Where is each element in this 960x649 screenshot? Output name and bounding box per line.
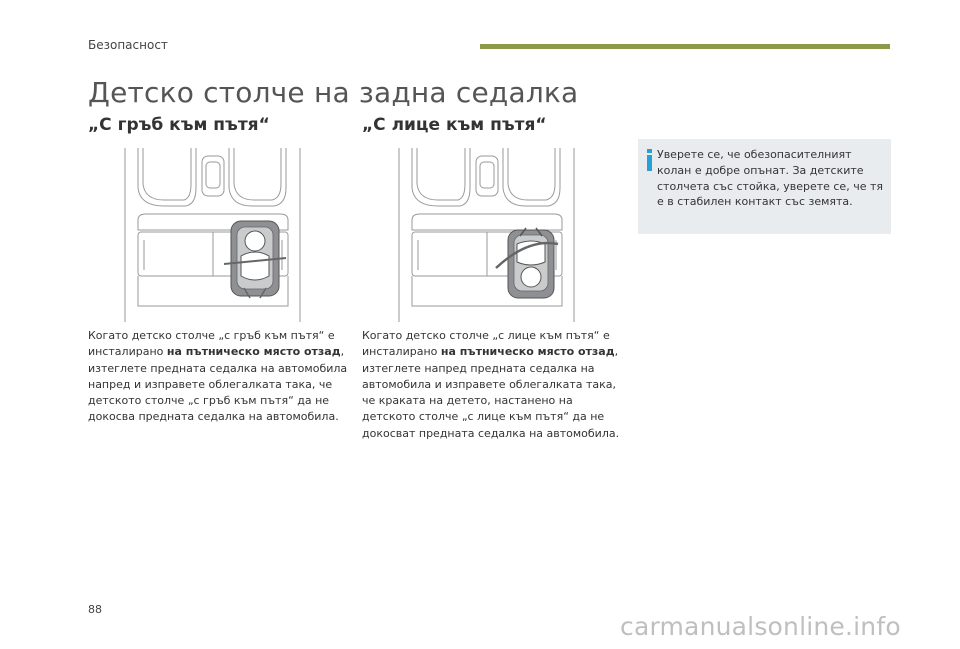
info-text: Уверете се, че обезопасителният колан е добре опънат. За детските столчета със стойка, уверете се, че тя е в стабилен контакт със земята. [657,148,883,209]
forward-facing-heading: „С лице към пътя“ [362,115,547,135]
rear-facing-text: Когато детско столче „с гръб към пътя“ е инсталирано на пътническо място отзад, изтеглете предната седалка на автомобила напред и изправете облегалката така, че детското столче „с гръб към пътя“ да не докосва предната седалка на автомобила. [88,329,348,424]
rear-facing-seat-illustration [124,148,301,322]
page-number: 88 [88,603,102,616]
rear-facing-heading: „С гръб към пътя“ [88,115,270,135]
forward-facing-child-seat [496,228,558,298]
info-icon [646,149,653,171]
forward-facing-seat-illustration [398,148,575,322]
header-rule [480,44,890,49]
info-box [638,139,891,234]
page-title: Детско столче на задна седалка [88,76,579,109]
forward-facing-text: Когато детско столче „с лице към пътя“ е инсталирано на пътническо място отзад, изтеглете напред предната седалка на автомобила и изправете облегалката така, че краката на детето, настанено на детското столче „с лице към пътя“ да не докосват предната седалка на автомобила. [362,329,620,440]
section-label: Безопасност [88,38,168,52]
rear-facing-child-seat [224,221,286,298]
watermark: carmanualsonline.info [620,612,901,641]
